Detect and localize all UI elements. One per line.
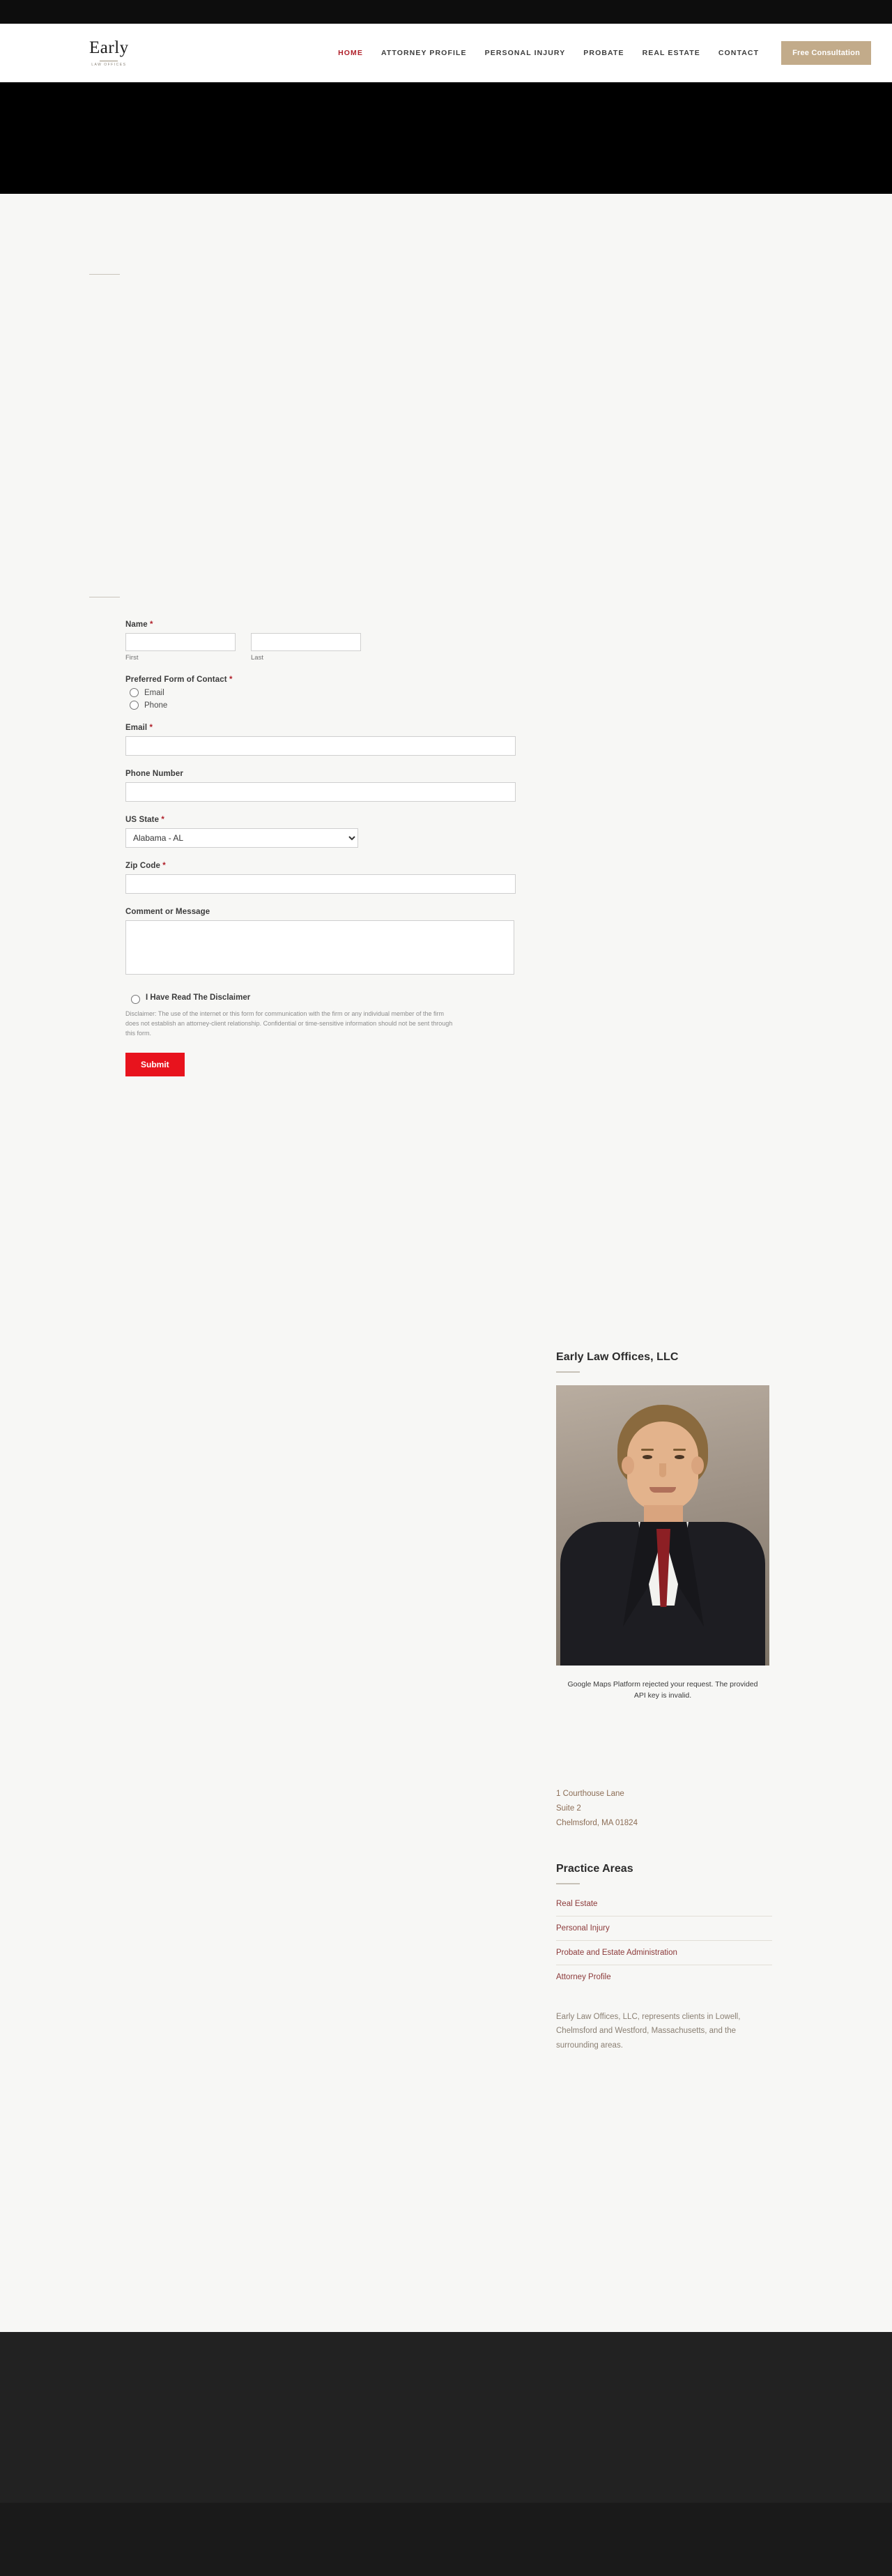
name-last-sublabel: Last: [251, 654, 263, 662]
practice-areas-divider: [556, 1883, 580, 1884]
practice-item-probate[interactable]: Probate and Estate Administration: [556, 1941, 772, 1965]
state-select-wrap: [125, 828, 358, 848]
logo-subtitle: LAW OFFICES: [91, 63, 127, 67]
nav-item-home[interactable]: HOME: [338, 49, 363, 57]
email-input[interactable]: [125, 736, 516, 756]
nav-item-real-estate[interactable]: REAL ESTATE: [642, 49, 700, 57]
name-required-mark: *: [150, 620, 153, 629]
radio-email[interactable]: [130, 688, 139, 697]
sidebar: [556, 1351, 772, 2052]
practice-item-attorney-profile[interactable]: Attorney Profile: [556, 1973, 611, 1982]
zip-block: [125, 862, 516, 894]
address-line-3: Chelmsford, MA 01824: [556, 1819, 638, 1828]
state-label-text: US State: [125, 816, 160, 824]
state-block: [125, 816, 516, 848]
name-first-sublabel: First: [125, 654, 139, 662]
email-block: [125, 724, 516, 756]
top-bar: [0, 0, 892, 24]
radio-phone-label[interactable]: Phone: [144, 701, 168, 710]
contact-form: [125, 620, 516, 1076]
office-address: [556, 1787, 772, 1831]
preferred-contact-block: [125, 676, 516, 710]
nav-item-attorney-profile[interactable]: ATTORNEY PROFILE: [380, 49, 467, 57]
sidebar-title: Early Law Offices, LLC: [556, 1351, 679, 1363]
disclaimer-text: Disclaimer: The use of the internet or this form for communication with the firm or any individual member of the firm does not establish an attorney-client relationship. Confidential or time-sensitive information should not be sent through this form.: [125, 1010, 453, 1037]
practice-areas-list: [556, 1897, 772, 1989]
zip-required-mark: *: [162, 862, 166, 870]
phone-block: [125, 770, 516, 802]
main-nav: [338, 41, 892, 65]
state-label: [125, 816, 516, 824]
name-last-col: [251, 633, 361, 662]
zip-label: [125, 862, 516, 870]
maps-error-message: Google Maps Platform rejected your request. The provided API key is invalid.: [567, 1680, 758, 1700]
address-line-1: 1 Courthouse Lane: [556, 1789, 624, 1798]
name-first-input[interactable]: [125, 633, 236, 651]
nav-item-contact[interactable]: CONTACT: [718, 49, 760, 57]
name-first-col: [125, 633, 236, 662]
nav-item-personal-injury[interactable]: PERSONAL INJURY: [484, 49, 566, 57]
practice-item-personal-injury[interactable]: Personal Injury: [556, 1916, 772, 1941]
comment-textarea[interactable]: [125, 920, 514, 975]
name-label: [125, 620, 516, 629]
name-label-text: Name: [125, 620, 148, 629]
submit-button[interactable]: Submit: [125, 1053, 185, 1076]
name-last-input[interactable]: [251, 633, 361, 651]
address-line-2: Suite 2: [556, 1804, 581, 1813]
state-select[interactable]: [125, 828, 358, 848]
radio-row-phone: [125, 701, 516, 710]
radio-row-email: [125, 688, 516, 697]
preferred-contact-required-mark: *: [229, 676, 233, 684]
email-label-text: Email: [125, 724, 148, 732]
site-footer: [0, 2332, 892, 2503]
state-required-mark: *: [161, 816, 164, 824]
practice-areas-title: Practice Areas: [556, 1863, 633, 1875]
email-label: [125, 724, 516, 732]
name-row: [125, 633, 516, 662]
disclaimer-checkbox-label[interactable]: I Have Read The Disclaimer: [146, 993, 251, 1002]
section-divider-top: [89, 274, 120, 275]
phone-label: Phone Number: [125, 770, 183, 778]
firm-blurb: Early Law Offices, LLC, represents clients in Lowell, Chelmsford and Westford, Massachusetts, and the surrounding areas.: [556, 2013, 741, 2050]
comment-block: [125, 908, 516, 978]
logo-text: Early: [89, 38, 129, 57]
free-consultation-button[interactable]: Free Consultation: [781, 41, 871, 65]
zip-input[interactable]: [125, 874, 516, 894]
footer-bottom-bar: [0, 2503, 892, 2576]
preferred-contact-label: [125, 676, 516, 684]
comment-label: Comment or Message: [125, 908, 210, 916]
sidebar-title-divider: [556, 1371, 580, 1373]
practice-item-real-estate[interactable]: Real Estate: [556, 1897, 772, 1916]
radio-phone[interactable]: [130, 701, 139, 710]
disclaimer-checkbox[interactable]: [131, 995, 140, 1004]
nav-item-probate[interactable]: PROBATE: [583, 49, 624, 57]
phone-input[interactable]: [125, 782, 516, 802]
disclaimer-row: [125, 993, 516, 1004]
attorney-headshot-image: [556, 1385, 769, 1666]
hero-banner: [0, 82, 892, 194]
site-logo[interactable]: [89, 39, 129, 67]
email-required-mark: *: [149, 724, 153, 732]
radio-email-label[interactable]: Email: [144, 688, 164, 697]
preferred-contact-label-text: Preferred Form of Contact: [125, 676, 227, 684]
zip-label-text: Zip Code: [125, 862, 160, 870]
site-header: [0, 24, 892, 82]
